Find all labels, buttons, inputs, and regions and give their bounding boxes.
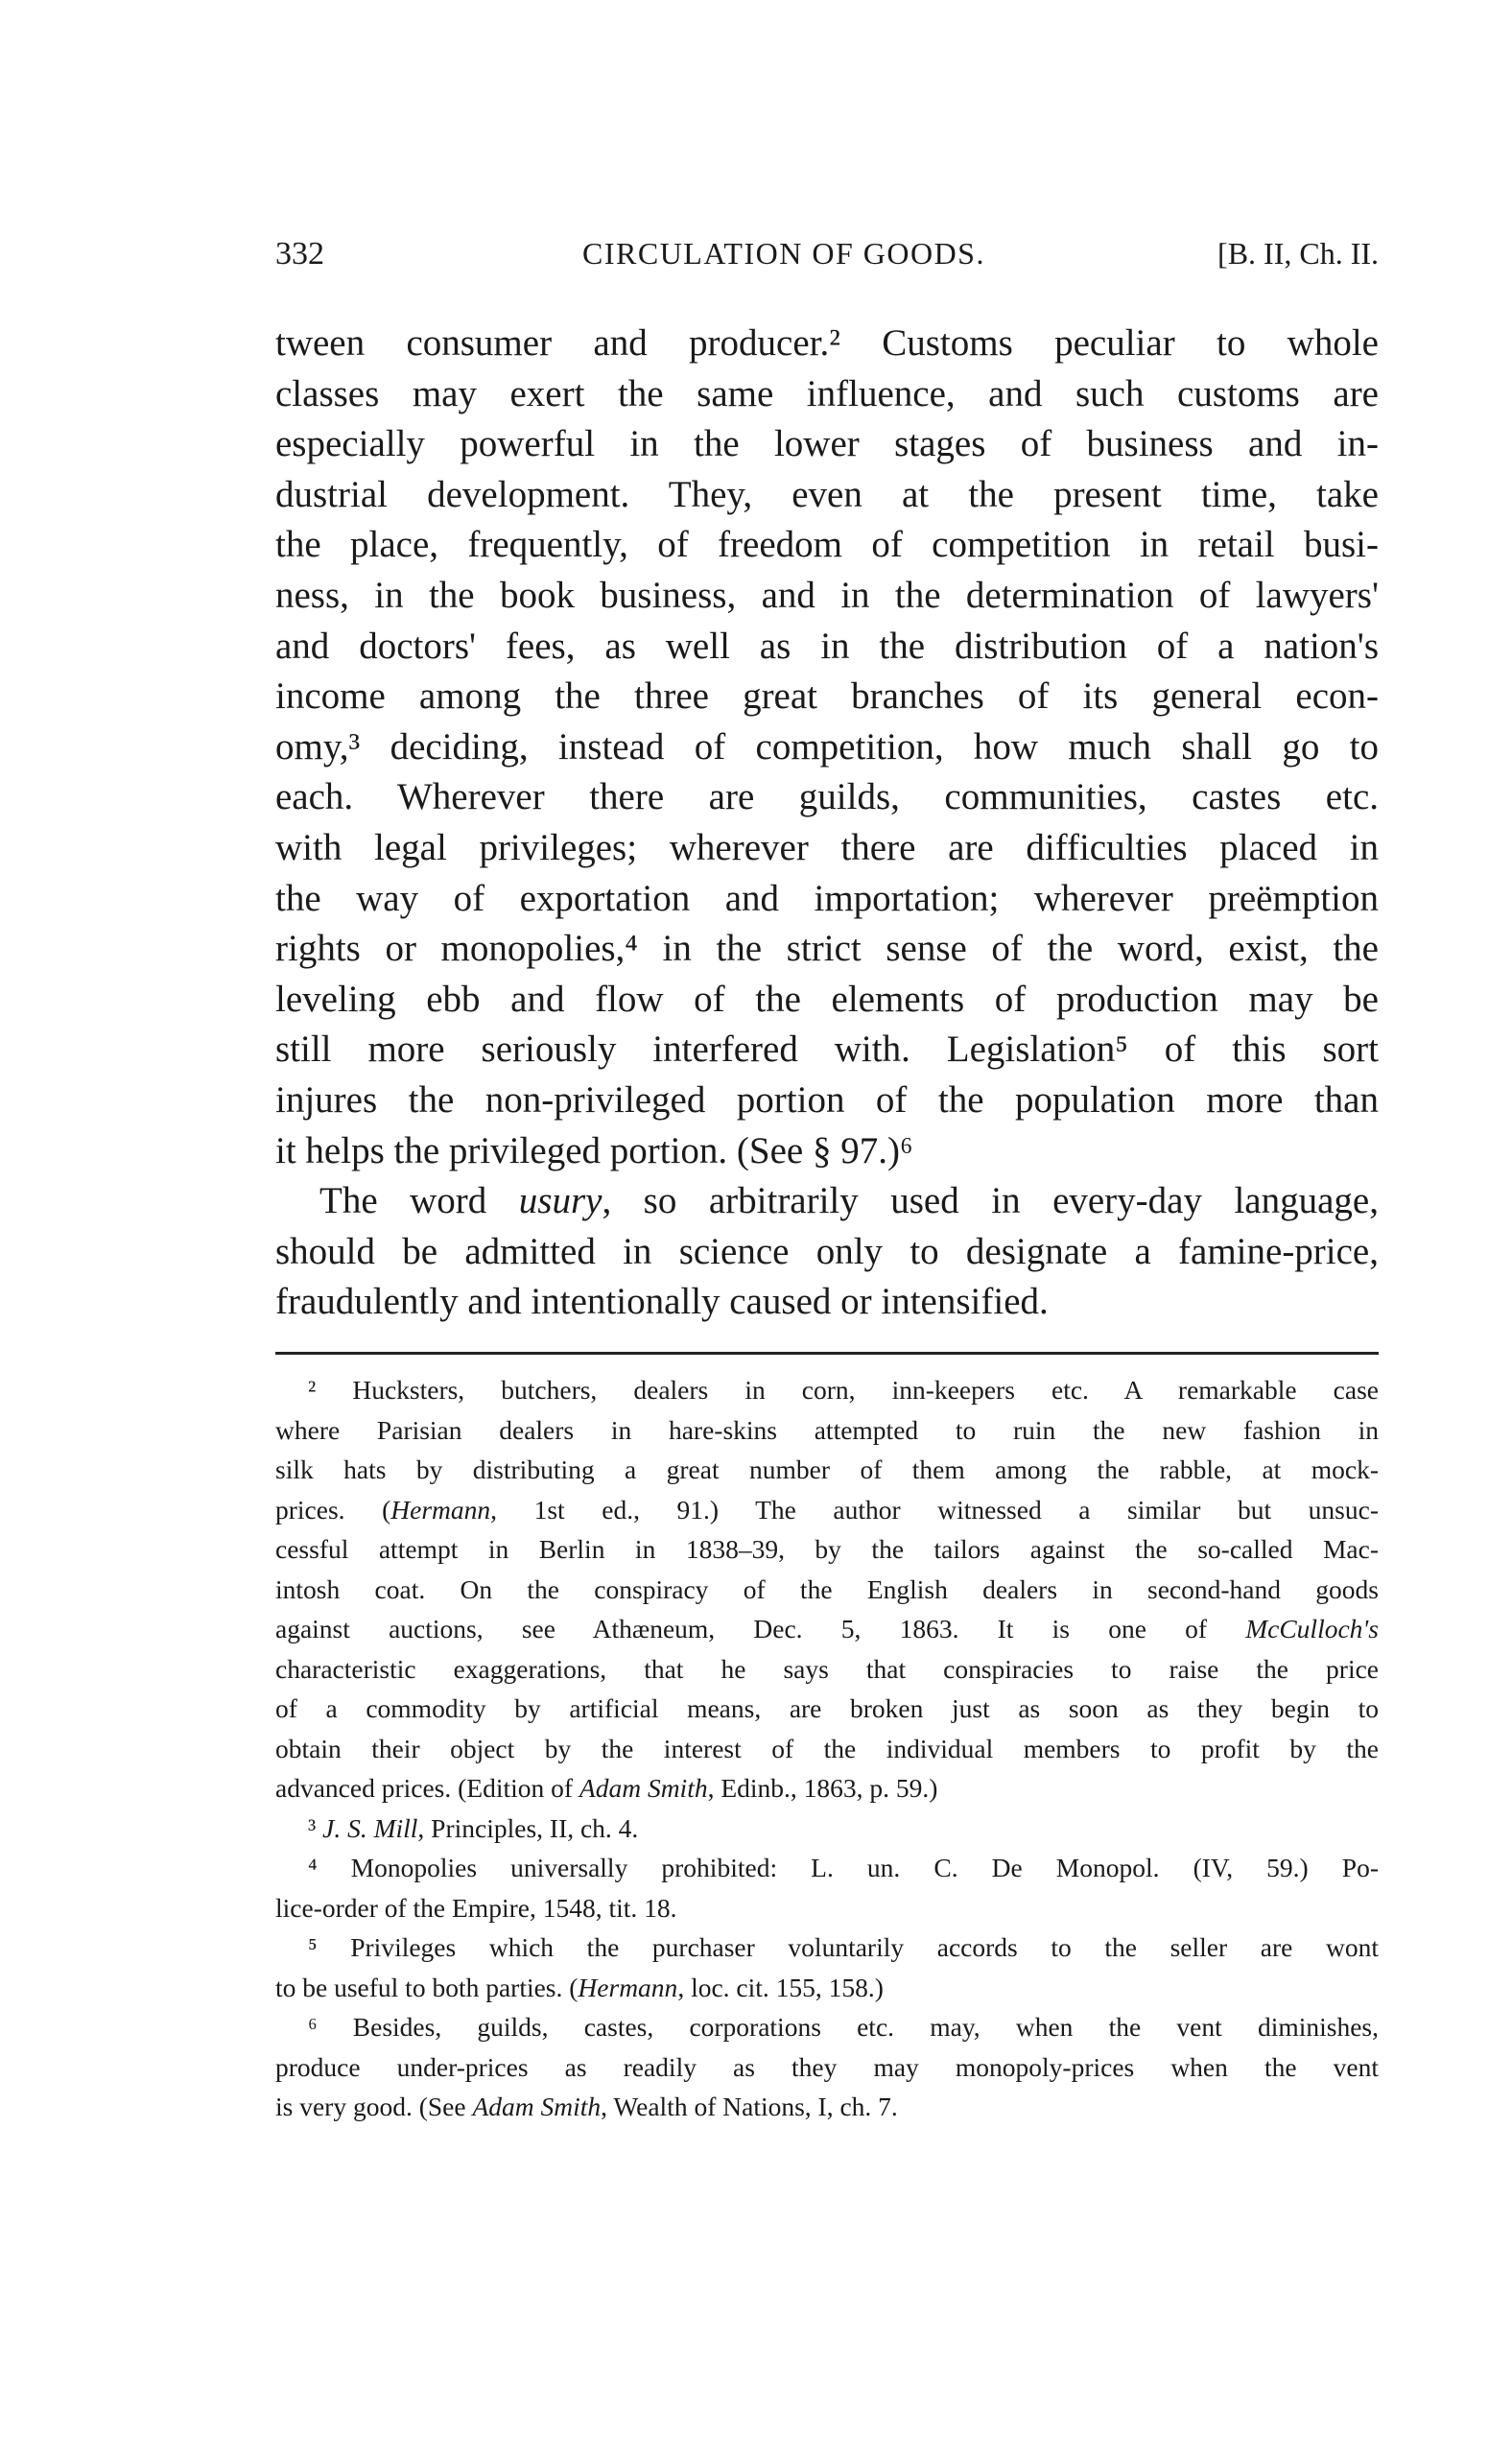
body-line (275, 874, 1379, 925)
body-line (275, 1176, 1379, 1227)
page-number: 332 (275, 236, 324, 272)
text-segment: the way of exportation and importation; wherever preëmption (275, 877, 1379, 919)
footnote-line (275, 1729, 1379, 1769)
body-line (275, 772, 1379, 823)
text-segment: ² Hucksters, butchers, dealers in corn, inn-keepers etc. A remarkable case (308, 1375, 1379, 1405)
text-segment: ⁴ Monopolies universally prohibited: L. un. C. De Monopol. (IV, 59.) Po- (308, 1853, 1379, 1882)
text-segment: with legal privileges; wherever there are difficulties placed in (275, 826, 1379, 868)
footnote-line (275, 1689, 1379, 1729)
text-segment: , Edinb., 1863, p. 59.) (707, 1773, 938, 1803)
text-segment: to be useful to both parties. ( (275, 1972, 579, 2002)
text-segment: produce under-prices as readily as they may monopoly-prices when the vent (275, 2051, 1379, 2082)
text-segment: silk hats by distributing a great number of them among the rabble, at mock- (275, 1454, 1379, 1484)
footnote-line (275, 1927, 1379, 1968)
body-line (275, 571, 1379, 622)
text-segment: fraudulently and intentionally caused or intensified. (275, 1281, 1049, 1323)
body-line (275, 319, 1379, 369)
italic-text: McCulloch's (1245, 1614, 1379, 1643)
text-segment: , 1st ed., 91.) The author witnessed a similar but unsuc- (490, 1494, 1379, 1525)
footnote-line (275, 2047, 1379, 2088)
running-header (275, 236, 1379, 284)
text-segment: , loc. cit. 155, 158.) (677, 1972, 884, 2002)
text-segment: injures the non-privileged portion of the population more than (275, 1078, 1379, 1121)
italic-text: Adam Smith (579, 1773, 708, 1803)
text-segment: where Parisian dealers in hare-skins attempted to ruin the new fashion in (275, 1414, 1379, 1445)
footnote-line (275, 1809, 1379, 1849)
footnote-line (275, 1848, 1379, 1888)
footnotes (275, 1370, 1379, 2127)
body-line (275, 1126, 1379, 1177)
footnote-line (275, 1968, 1379, 2008)
text-segment: lice-order of the Empire, 1548, tit. 18. (275, 1892, 677, 1923)
italic-text: Hermann (390, 1494, 491, 1525)
footnote-line (275, 1888, 1379, 1928)
text-segment: prices. ( (275, 1494, 391, 1525)
footnote-line (275, 2007, 1379, 2047)
text-segment: each. Wherever there are guilds, communities, castes etc. (275, 776, 1379, 818)
text-segment: the place, frequently, of freedom of competition in retail busi- (275, 524, 1379, 566)
body-line (275, 419, 1379, 470)
body-line (275, 1227, 1379, 1278)
text-segment: of a commodity by artificial means, are broken just as soon as they begin to (275, 1693, 1379, 1723)
text-segment: omy,³ deciding, instead of competition, how much shall go to (275, 725, 1379, 768)
body-line (275, 722, 1379, 773)
body-line (275, 622, 1379, 673)
text-segment: intosh coat. On the conspiracy of the English dealers in second-hand goods (275, 1573, 1379, 1604)
footnote-line (275, 1490, 1379, 1530)
body-line (275, 924, 1379, 975)
text-segment: characteristic exaggerations, that he says that conspiracies to raise the price (275, 1653, 1379, 1684)
italic-text: Adam Smith (472, 2092, 602, 2121)
text-segment: tween consumer and producer.² Customs peculiar to whole (275, 322, 1379, 364)
running-title: CIRCULATION OF GOODS. (582, 236, 985, 271)
body-line (275, 975, 1379, 1026)
footnote-line (275, 1649, 1379, 1690)
text-segment: rights or monopolies,⁴ in the strict sense of the word, exist, the (275, 928, 1379, 970)
footnote-line (275, 1609, 1379, 1649)
text-segment: The word (319, 1180, 519, 1222)
text-segment: leveling ebb and flow of the elements of production may be (275, 978, 1379, 1020)
footnote-divider (275, 1352, 1379, 1355)
text-segment: it helps the privileged portion. (See § 97.)⁶ (275, 1129, 913, 1171)
body-line (275, 1025, 1379, 1076)
body-line (275, 1076, 1379, 1126)
body-line (275, 470, 1379, 521)
footnote-line (275, 1410, 1379, 1451)
text-segment: still more seriously interfered with. Legislation⁵ of this sort (275, 1029, 1379, 1071)
footnote-line (275, 2087, 1379, 2127)
text-segment: ⁵ Privileges which the purchaser voluntarily accords to the seller are wont (308, 1932, 1379, 1962)
text-segment: especially powerful in the lower stages of business and in- (275, 423, 1379, 465)
text-segment: ³ (308, 1812, 323, 1843)
body-text (275, 319, 1379, 1328)
body-line (275, 823, 1379, 874)
chapter-reference: [B. II, Ch. II. (1217, 236, 1379, 271)
footnote-line (275, 1768, 1379, 1809)
text-segment: obtain their object by the interest of the individual members to profit by the (275, 1733, 1379, 1763)
text-segment: should be admitted in science only to designate a famine-price, (275, 1230, 1379, 1272)
italic-text: usury (518, 1180, 602, 1222)
footnote-line (275, 1450, 1379, 1490)
body-line (275, 672, 1379, 722)
text-segment: against auctions, see Athæneum, Dec. 5, 1863. It is one of (275, 1614, 1246, 1643)
text-segment: dustrial development. They, even at the present time, take (275, 473, 1379, 515)
text-segment: ness, in the book business, and in the determination of lawyers' (275, 574, 1379, 616)
italic-text: Hermann (578, 1972, 678, 2002)
text-segment: classes may exert the same influence, and such customs are (275, 372, 1379, 414)
text-segment: cessful attempt in Berlin in 1838–39, by the tailors against the so-called Mac- (275, 1534, 1379, 1564)
text-segment: advanced prices. (Edition of (275, 1773, 579, 1803)
body-line (275, 369, 1379, 420)
text-segment: is very good. (See (275, 2092, 473, 2121)
text-segment: , so arbitrarily used in every-day language, (602, 1180, 1379, 1222)
body-line (275, 520, 1379, 571)
footnote-line (275, 1529, 1379, 1570)
text-segment: income among the three great branches of its general econ- (275, 675, 1379, 718)
text-segment: , Principles, II, ch. 4. (417, 1812, 639, 1843)
text-segment: , Wealth of Nations, I, ch. 7. (601, 2092, 898, 2121)
text-segment: and doctors' fees, as well as in the distribution of a nation's (275, 625, 1379, 667)
text-segment: ⁶ Besides, guilds, castes, corporations etc. may, when the vent diminishes, (308, 2012, 1379, 2042)
body-line (275, 1277, 1379, 1328)
footnote-line (275, 1570, 1379, 1610)
footnote-line (275, 1370, 1379, 1410)
italic-text: J. S. Mill (322, 1812, 418, 1843)
